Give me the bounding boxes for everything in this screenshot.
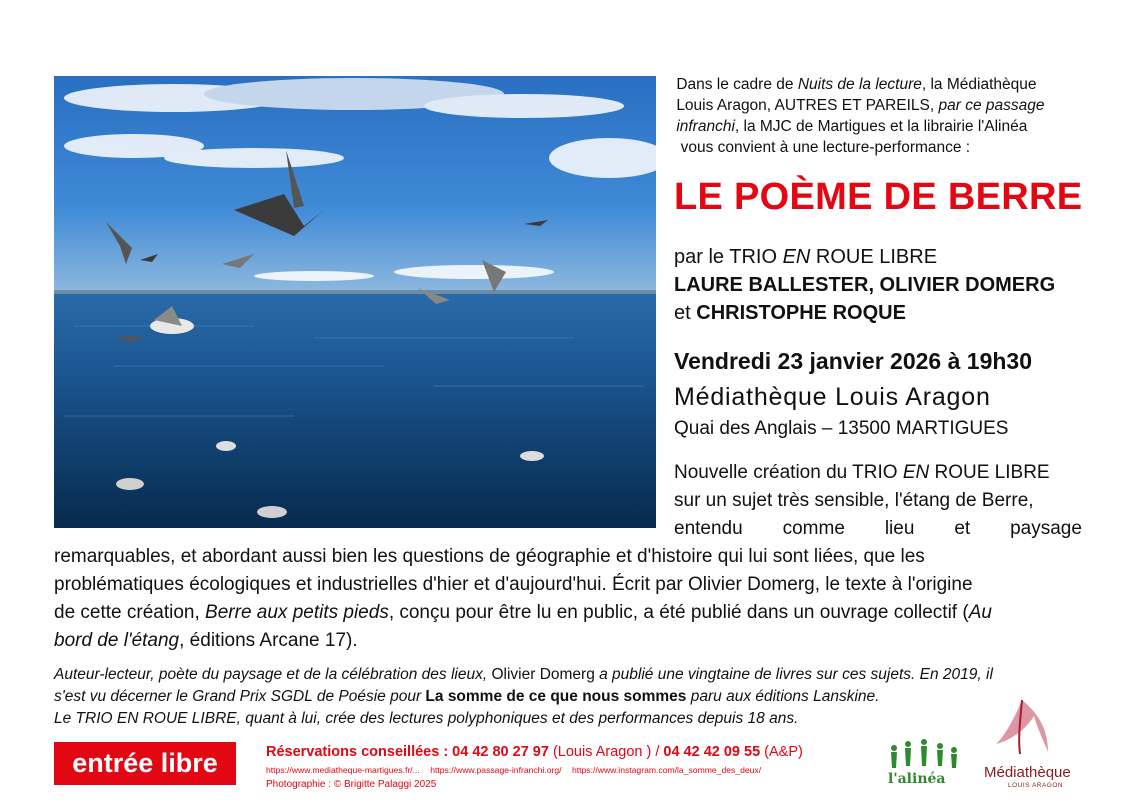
body-line-5: problématiques écologiques et industrielles d'hier et d'aujourd'hui. Écrit par Olivier Domerg, le texte à l'origine [54,574,973,595]
mediatheque-logo-text: Médiathèque [984,764,1071,781]
body-line-2: sur un sujet très sensible, l'étang de Berre, [674,490,1034,511]
link-instagram[interactable]: https://www.instagram.com/la_somme_des_deux/ [571,765,762,775]
event-date: Vendredi 23 janvier 2026 à 19h30 [674,348,1033,374]
intro-text: Dans le cadre de Nuits de la lecture, la Médiathèque Louis Aragon, AUTRES ET PAREILS, par ce passage infranchi, la MJC de Martigues et la librairie l'Alinéa vous convient à une lecture-performance : [676,76,1045,156]
mediatheque-logo-subtext: LOUIS ARAGON [1008,782,1064,789]
event-venue: Médiathèque Louis Aragon [674,383,991,411]
event-title: LE POÈME DE BERRE [674,176,1083,218]
body-line-4: remarquables, et abordant aussi bien les questions de géographie et d'histoire qui lui sont liées, que les [54,546,925,567]
link-mediatheque[interactable]: https://www.mediatheque-martigues.fr/... [266,765,420,775]
free-entry-badge: entrée libre [54,742,236,785]
author-bio: Auteur-lecteur, poète du paysage et de la célébration des lieux, Olivier Domerg a publié une vingtaine de livres sur ces sujets. En 2019, il s'est vu décerner le Grand Prix SGDL de Poésie pour La somme de ce que nous sommes paru aux éditions Lanskine. Le TRIO EN ROUE LIBRE, quant à lui, crée des lectures polyphoniques et des performances depuis 18 ans. [54,666,993,727]
links-line [266,765,769,775]
link-passage-infranchi[interactable]: https://www.passage-infranchi.org/ [430,765,562,775]
event-address: Quai des Anglais – 13500 MARTIGUES [674,418,1009,439]
seagulls-photo [54,76,656,528]
body-line-6: de cette création, Berre aux petits pieds, conçu pour être lu en public, a été publié dans un ouvrage collectif (Au [54,602,992,623]
photo-credit: Photographie : © Brigitte Palaggi 2025 [266,779,437,790]
alinea-logo-text: l'alinéa [888,771,946,787]
photo-illustration [54,76,656,528]
reservation-line: Réservations conseillées : 04 42 80 27 97 (Louis Aragon ) / 04 42 42 09 55 (A&P) [266,744,803,760]
body-line-1: Nouvelle création du TRIO EN ROUE LIBRE [674,462,1050,483]
performers: par le TRIO EN ROUE LIBRE LAURE BALLESTER, OLIVIER DOMERG et CHRISTOPHE ROQUE [674,246,1056,324]
body-line-3: entendu comme lieu et paysage [674,518,1082,539]
body-line-7: bord de l'étang, éditions Arcane 17). [54,630,358,651]
